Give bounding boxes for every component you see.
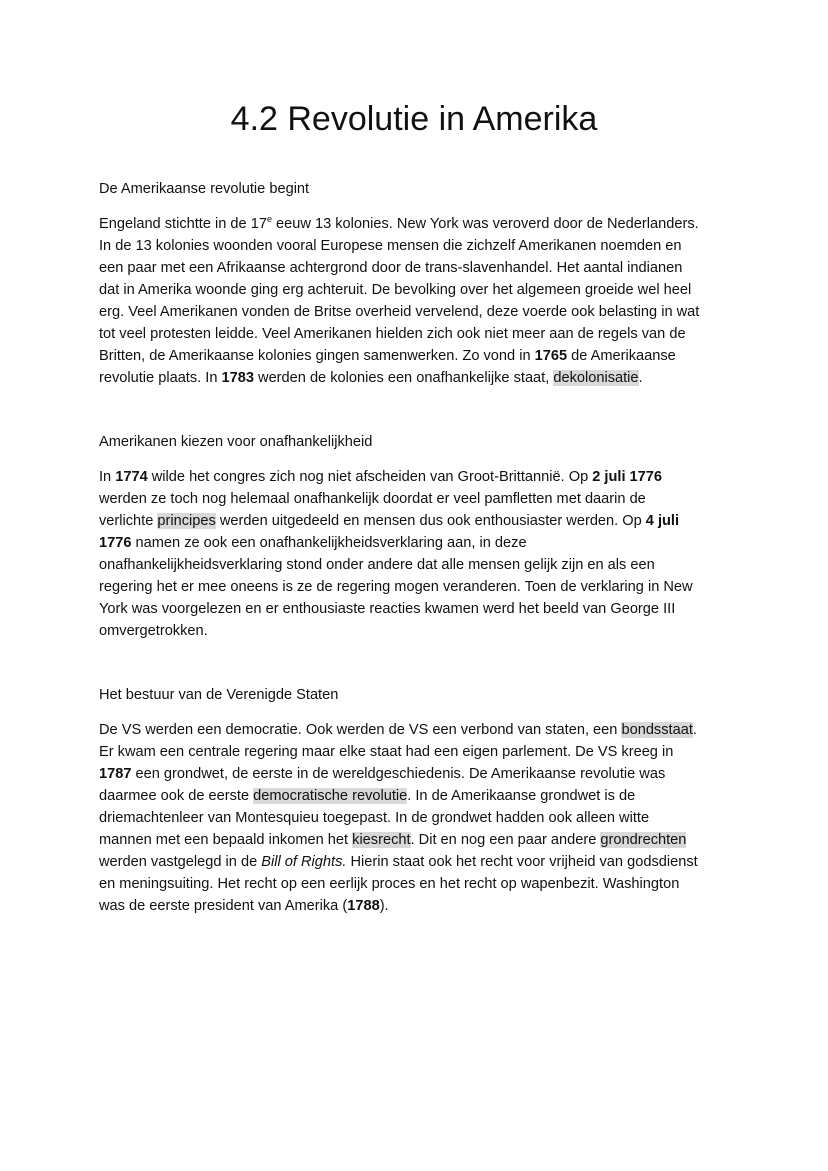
text-line: erg. Veel Amerikanen vonden de Britse overheid vervelend, deze voerde ook belasting in wat xyxy=(99,304,700,320)
text-line: werden vastgelegd in de Bill of Rights. Hierin staat ook het recht voor vrijheid van godsdienst xyxy=(99,854,698,870)
text-line: De VS werden een democratie. Ook werden de VS een verbond van staten, een bondsstaat. xyxy=(99,722,697,738)
text-line: regering het er mee oneens is ze de regering mogen veranderen. Toen de verklaring in New xyxy=(99,579,693,595)
section-paragraph-government xyxy=(99,719,739,917)
text-line: In de 13 kolonies woonden vooral Europese mensen die zichzelf Amerikanen noemden en xyxy=(99,238,682,254)
highlight-term-democratische-revolutie: democratische revolutie xyxy=(253,788,408,804)
highlight-term-grondrechten: grondrechten xyxy=(600,832,687,848)
text-line: daarmee ook de eerste democratische revolutie. In de Amerikaanse grondwet is de xyxy=(99,788,636,804)
text-line: was de eerste president van Amerika (1788). xyxy=(99,898,389,914)
text-line: 1787 een grondwet, de eerste in de wereldgeschiedenis. De Amerikaanse revolutie was xyxy=(99,766,666,782)
section-paragraph-independence xyxy=(99,466,739,642)
text-line: mannen met een bepaald inkomen het kiesrecht. Dit en nog een paar andere grondrechten xyxy=(99,832,687,848)
text-line: omvergetrokken. xyxy=(99,623,208,639)
section-heading-government: Het bestuur van de Verenigde Staten xyxy=(99,687,339,703)
text-line: dat in Amerika woonde ging erg achteruit. De bevolking over het algemeen groeide wel heel xyxy=(99,282,692,298)
highlight-term-principes: principes xyxy=(157,513,216,529)
text-line: werden ze toch nog helemaal onafhankelijk doordat er veel pamfletten met daarin de xyxy=(99,491,646,507)
date-2-juli-1776: 2 juli 1776 xyxy=(592,469,663,485)
italic-bill-of-rights: Bill of Rights. xyxy=(261,854,347,870)
year-1783: 1783 xyxy=(221,370,254,386)
text-line: Engeland stichtte in de 17e eeuw 13 kolonies. New York was veroverd door de Nederlanders. xyxy=(99,214,699,232)
year-1774: 1774 xyxy=(115,469,148,485)
text-line: en meningsuiting. Het recht op een eerlijk proces en het recht op wapenbezit. Washington xyxy=(99,876,680,892)
year-1765: 1765 xyxy=(534,348,568,364)
highlight-term-kiesrecht: kiesrecht xyxy=(352,832,411,848)
text-line: revolutie plaats. In 1783 werden de kolonies een onafhankelijke staat, dekolonisatie. xyxy=(99,370,643,386)
text-line: verlichte principes werden uitgedeeld en mensen dus ook enthousiaster werden. Op 4 juli xyxy=(99,513,680,529)
text-line: Britten, de Amerikaanse kolonies gingen samenwerken. Zo vond in 1765 de Amerikaanse xyxy=(99,348,676,364)
text-line: driemachtenleer van Montesquieu toegepast. In de grondwet hadden ook alleen witte xyxy=(99,810,650,826)
text-line: 1776 namen ze ook een onafhankelijkheidsverklaring aan, in deze xyxy=(99,535,527,551)
text-line: onafhankelijkheidsverklaring stond onder andere dat alle mensen gelijk zijn en als een xyxy=(99,557,655,573)
page-title: 4.2 Revolutie in Amerika xyxy=(230,100,598,138)
section-heading-revolution-begins: De Amerikaanse revolutie begint xyxy=(99,181,310,197)
text-line: In 1774 wilde het congres zich nog niet afscheiden van Groot-Brittannië. Op 2 juli 1776 xyxy=(99,469,663,485)
highlight-term-dekolonisatie: dekolonisatie xyxy=(553,370,639,386)
highlight-term-bondsstaat: bondsstaat xyxy=(621,722,693,738)
text-line: York was voorgelezen en er enthousiaste reacties kwamen werd het beeld van George III xyxy=(99,601,676,617)
text-line: tot veel protesten leidde. Veel Amerikanen hielden zich ook niet meer aan de regels van de xyxy=(99,326,686,342)
text-line: Er kwam een centrale regering maar elke staat had een eigen parlement. De VS kreeg in xyxy=(99,744,674,760)
date-4-juli: 4 juli xyxy=(645,513,680,529)
year-1776: 1776 xyxy=(99,535,132,551)
section-paragraph-revolution-begins xyxy=(99,213,739,389)
section-heading-independence: Amerikanen kiezen voor onafhankelijkheid xyxy=(99,434,373,450)
year-1788: 1788 xyxy=(347,898,380,914)
text-line: een paar met een Afrikaanse achtergrond door de trans-slavenhandel. Het aantal indianen xyxy=(99,260,683,276)
year-1787: 1787 xyxy=(99,766,132,782)
